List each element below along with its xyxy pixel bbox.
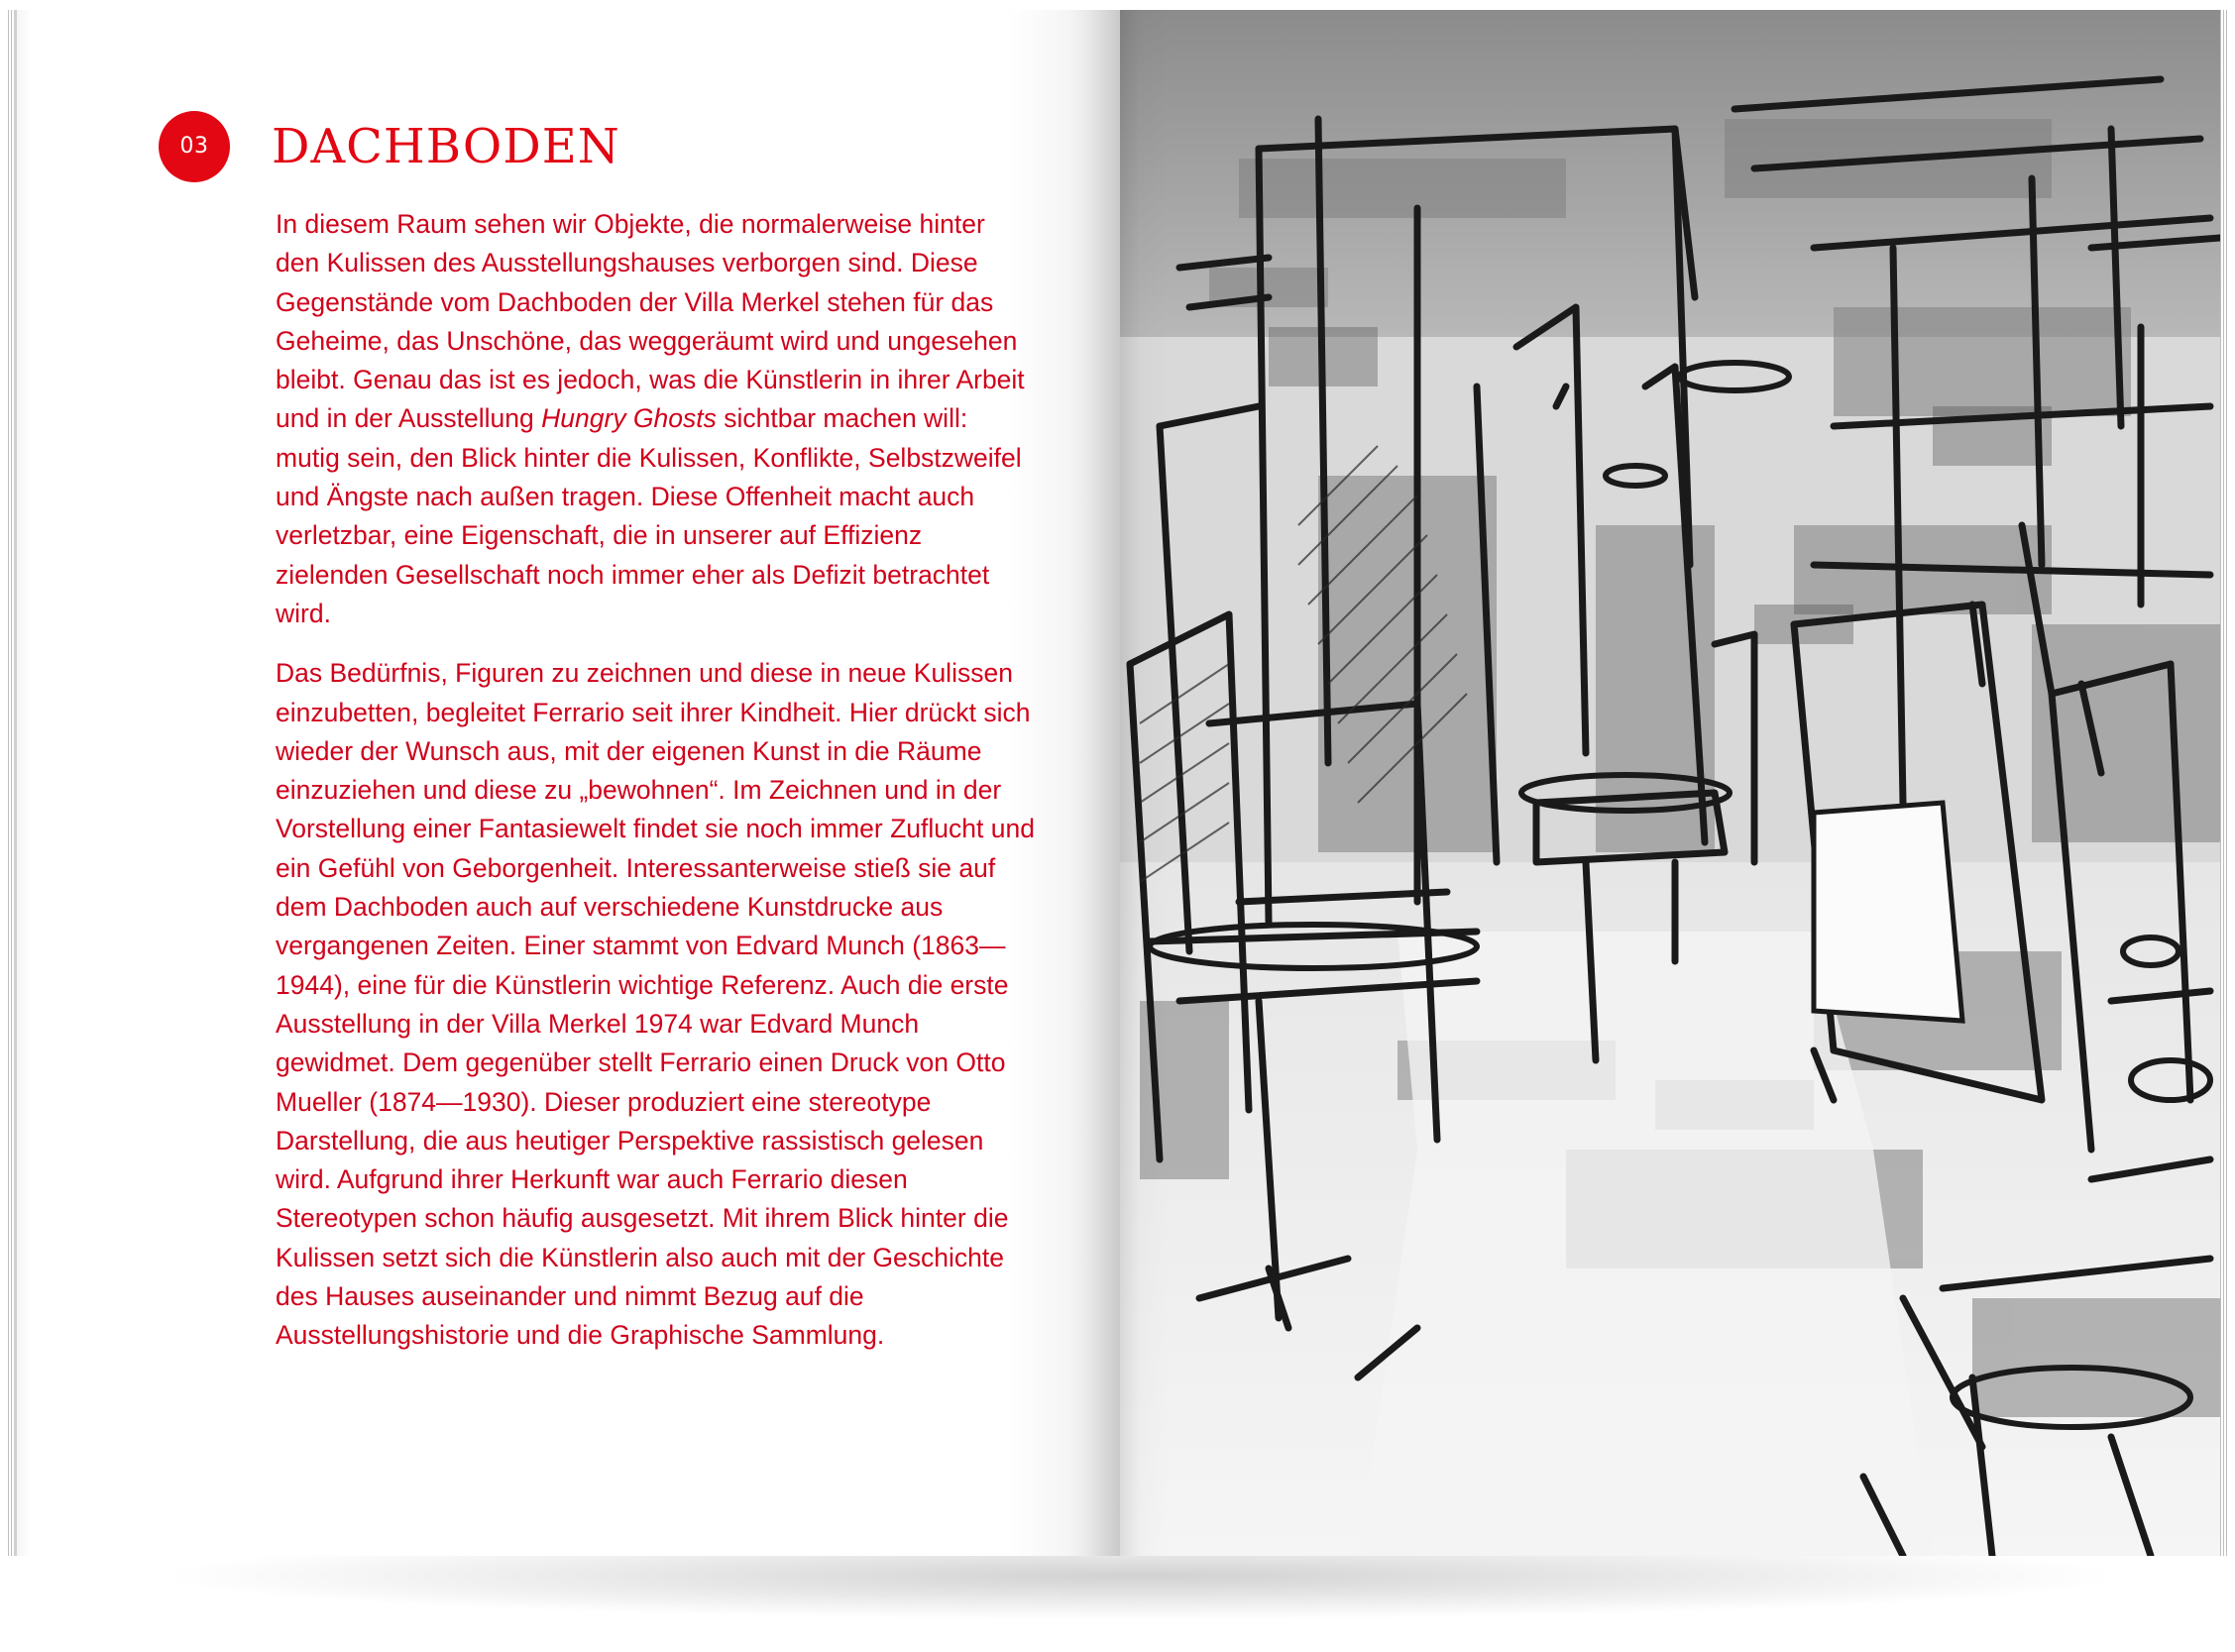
body-text	[276, 205, 1035, 1377]
chapter-title: DACHBODEN	[272, 119, 620, 174]
paragraph-1-before: In diesem Raum sehen wir Objekte, die normalerweise hinter den Kulissen des Ausstellungshauses verborgen sind. Diese Gegenstände vom Dachboden der Villa Merkel stehen für das Geheime, das Unschöne, das weggeräumt wird und ungesehen bleibt. Genau das ist es jedoch, was die Künstlerin in ihrer Arbeit und in der Ausstellung	[276, 209, 1025, 434]
attic-sketch-illustration	[1120, 10, 2220, 1556]
chapter-number-badge: 03	[159, 111, 230, 182]
exhibition-title: Hungry Ghosts	[541, 403, 717, 434]
paragraph-1	[276, 205, 1035, 633]
right-page-edges	[2220, 10, 2228, 1556]
right-page-illustration	[1120, 10, 2220, 1556]
paragraph-2: Das Bedürfnis, Figuren zu zeichnen und diese in neue Kulissen einzubetten, begleitet Ferrario seit ihrer Kindheit. Hier drückt sich wieder der Wunsch aus, mit der eigenen Kunst in die Räume einzuziehen und diese zu „bewohnen“. Im Zeichnen und in der Vorstellung einer Fantasiewelt findet sie noch immer Zuflucht und ein Gefühl von Geborgenheit. Interessanterweise stieß sie auf dem Dachboden auch auf verschiedene Kunstdrucke aus vergangenen Zeiten. Einer stammt von Edvard Munch (1863—1944), eine für die Künstlerin wichtige Referenz. Auch die erste Ausstellung in der Villa Merkel 1974 war Edvard Munch gewidmet. Dem gegenüber stellt Ferrario einen Druck von Otto Mueller (1874—1930). Dieser produziert eine stereotype Darstellung, die aus heutiger Perspektive rassistisch gelesen wird. Aufgrund ihrer Herkunft war auch Ferrario diesen Stereotypen schon häufig ausgesetzt. Mit ihrem Blick hinter die Kulissen setzt sich die Künstlerin also auch mit der Geschichte des Hauses auseinander und nimmt Bezug auf die Ausstellungshistorie und die Graphische Sammlung.	[276, 658, 1035, 1351]
paragraph-1-after: sichtbar machen will: mutig sein, den Blick hinter die Kulissen, Konflikte, Selbstzweifel und Ängste nach außen tragen. Diese Offenheit macht auch verletzbar, eine Eigenschaft, die in unserer auf Effizienz zielenden Gesellschaft noch immer eher als Defizit betrachtet wird.	[276, 403, 1022, 628]
book-gutter-shadow	[1070, 10, 1170, 1556]
